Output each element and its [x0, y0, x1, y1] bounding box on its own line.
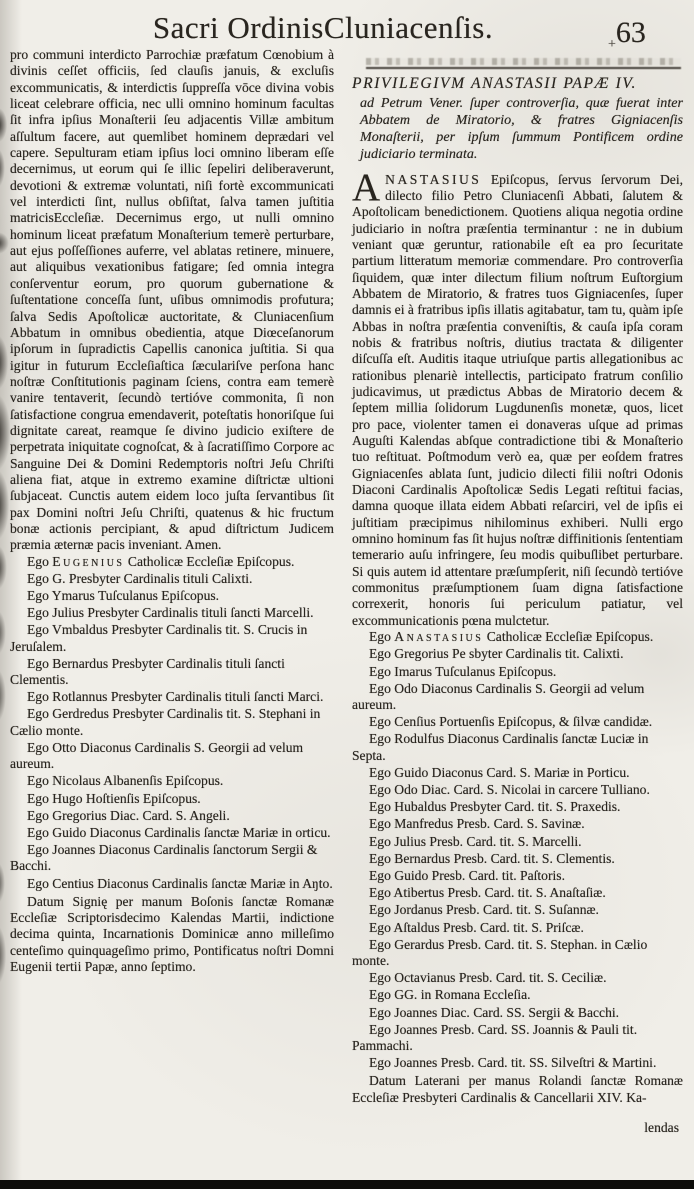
ink-blotch — [0, 925, 6, 985]
signature-text: Ego Rotlannus Presbyter Cardinalis tituli ſancti Marci. — [27, 689, 324, 705]
signature-entry — [10, 773, 334, 789]
signature-entry — [10, 622, 334, 654]
pope-name-caps: NASTASIUS — [385, 171, 482, 187]
signature-entry — [10, 706, 334, 738]
right-column — [352, 54, 683, 1136]
signature-name-caps: Anastasius — [394, 629, 484, 645]
ink-blotch — [0, 470, 9, 540]
signature-text: Ego Aſtaldus Presb. Card. tit. S. Priſcæ. — [369, 919, 584, 935]
left-column-paragraph: pro communi interdicto Parrochiæ præfatum Cœnobium à divinis ceſſet officiis, ſed clauſis januis, & excluſis excommunicatis, & interdictis ſuppreſſa vōce divina vobis liceat celebrare officia, nec ulli omnino hominum facultas ſit infra ipſius Monaſterii ſeu adjacentis Villæ ambitum aſſultum facere, aut quemlibet hominem deprædari vel capere. Sepulturam etiam ipſius loci omnino liberam eſſe decernimus, ut eorum qui ſe illic ſepeliri deliberaverunt, devotioni & extremæ voluntati, niſi fortè excommunicati vel interdicti ſint, nullus obſiſtat, ſalva tamen juſtitia matricisEccleſiæ. Decernimus ergo, ut nulli omnino hominum liceat præfatum Monaſterium temerè perturbare, aut ejus poſſeſſiones auferre, vel ablatas retinere, minuere, aut aliquibus vexationibus fatigare; ſed omnia integra conſerventur eorum, pro quorum gubernatione & ſuſtentatione conceſſa ſunt, uſibus omnimodis profutura; ſalva Sedis Apoſtolicæ auctoritate, & Cluniacenſium Abbatum in omnibus obedientia, atque Diœceſanorum ipſorum in ſupradictis Capellis canonica juſtitia. Si qua igitur in futurum Eccleſiaſtica ſæculariſve perſona hanc noſtræ Conſtitutionis paginam ſciens, contra eam temerè vanire tentaverit, ſecundò tertióve commonita, ſi non ſatisfactione congrua emendaverit, poteſtatis honoriſque ſui dignitate careat, reamque ſe divino judicio exiſtere de perpetrata iniquitate cognoſcat, & à ſacratiſſimo Corpore ac Sanguine Dei & Domini Redemptoris noſtri Jeſu Chriſti aliena fiat, atque in extremo examine diſtrictæ ultioni ſubjaceat. Cunctis autem eidem loco juſta ſervantibus ſit pax Domini noſtri Jeſu Chriſti, quatenus & hic fructum bonæ actionis percipiant, & apud diſtrictum Judicem præmia æternæ pacis inveniant. Amen. — [10, 47, 334, 553]
signature-entry — [352, 920, 683, 936]
signature-entry — [352, 834, 683, 850]
scan-bottom-edge — [0, 1180, 694, 1189]
right-signature-list — [352, 629, 683, 1071]
signature-text: Ego Gerdredus Presbyter Cardinalis tit. S. Stephani in Cælio monte. — [10, 706, 321, 738]
signature-entry — [352, 987, 683, 1003]
signature-text: Ego Centius Diaconus Cardinalis ſanctæ Mariæ in Aŋto. — [27, 875, 333, 891]
signature-entry — [10, 656, 334, 688]
left-column — [10, 47, 334, 989]
signature-entry — [10, 740, 334, 772]
signature-text: Ego Gerardus Presb. Card. tit. S. Stephan. in Cælio monte. — [352, 936, 648, 969]
signature-text: Ego GG. in Romana Eccleſia. — [369, 987, 531, 1003]
running-head-title: Sacri OrdinisCluniacenſis. — [152, 10, 494, 45]
signature-entry — [10, 791, 334, 807]
right-datum-paragraph: Datum Laterani per manus Rolandi ſanctæ Romanæ Eccleſiæ Presbyteri Cardinalis & Cancellarii XIV. Ka- — [352, 1073, 683, 1105]
left-signature-list — [10, 554, 334, 892]
signature-text: Ego Imarus Tuſculanus Epiſcopus. — [369, 663, 557, 679]
signature-entry — [352, 1055, 683, 1071]
signature-text: Ego Julius Presb. Card. tit. S. Marcelli. — [369, 833, 582, 849]
signature-entry — [352, 731, 683, 763]
privilege-heading: PRIVILEGIVM ANASTASII PAPÆ IV. — [352, 75, 638, 92]
signature-text: Ego Guido Diaconus Card. S. Mariæ in Porticu. — [369, 764, 630, 780]
signature-text: Ego Odo Diac. Card. S. Nicolai in carcere Tulliano. — [369, 781, 650, 797]
signature-text: Ego Guido Presb. Card. tit. Paſtoris. — [369, 868, 565, 883]
bleedthrough-rule-divider — [366, 54, 681, 69]
signature-text: Ego Nicolaus Albanenſis Epiſcopus. — [27, 773, 224, 789]
signature-text: Ego Hubaldus Presbyter Card. tit. S. Praxedis. — [369, 799, 621, 815]
signature-text: Ego Jordanus Presb. Card. tit. S. Suſannæ. — [369, 902, 599, 918]
signature-entry — [352, 629, 683, 645]
signature-text: Ego Otto Diaconus Cardinalis S. Georgii ad velum aureum. — [10, 739, 304, 772]
page-number-mark: + — [608, 37, 616, 52]
signature-text: Ego Octavianus Presb. Card. tit. S. Ceciliæ. — [369, 970, 607, 986]
catchword: lendas — [644, 1119, 679, 1135]
signature-entry — [352, 664, 683, 680]
signature-entry — [352, 885, 683, 901]
signature-text: Ego Guido Diaconus Cardinalis ſanctæ Mariæ in orticu. — [27, 824, 331, 840]
signature-entry — [10, 554, 334, 570]
ink-blotch — [0, 395, 10, 470]
signature-text: Ego Joannes Presb. Card. tit. SS. Silveſtri & Martini. — [369, 1055, 657, 1071]
signature-text: Ego G. Presbyter Cardinalis tituli Calixti. — [27, 570, 253, 586]
signature-entry — [352, 799, 683, 815]
ink-blotch — [0, 148, 5, 188]
signature-entry — [352, 970, 683, 986]
signature-text: Ego — [369, 629, 395, 645]
left-datum-paragraph: Datum Signię per manum Boſonis ſanctæ Romanæ Eccleſiæ Scriptorisdecimo Kalendas Martii, indictione decima quinta, Incarnationis Dominicæ anno milleſimo centeſimo quinquageſimo primo, Pontificatus noſtri Domni Eugenii tertii Papæ, anno ſeptimo. — [10, 893, 334, 975]
signature-entry — [352, 1005, 683, 1021]
signature-text: Ego Joannes Diaconus Cardinalis ſanctorum Sergii & Bacchi. — [10, 842, 318, 874]
ink-blotch — [0, 545, 7, 590]
signature-entry — [352, 868, 683, 884]
signature-entry — [352, 937, 683, 969]
signature-entry — [352, 765, 683, 781]
signature-text: Catholicæ Eccleſiæ Epiſcopus. — [124, 553, 295, 569]
signature-entry — [352, 646, 683, 662]
drop-cap-initial: A — [352, 165, 381, 209]
signature-entry — [352, 1022, 683, 1054]
signature-entry — [352, 681, 683, 713]
ink-blotch — [0, 335, 8, 390]
signature-text: Ego Atibertus Presb. Card. tit. S. Anaſtaſiæ. — [369, 885, 606, 901]
signature-text: Ego Gregorius Diac. Card. S. Angeli. — [27, 807, 230, 823]
signature-text: Ego — [27, 553, 53, 569]
signature-entry — [10, 808, 334, 824]
page-number-value: 63 — [615, 16, 646, 49]
signature-entry — [10, 876, 334, 892]
signature-entry — [10, 825, 334, 841]
signature-text: Ego Julius Presbyter Cardinalis tituli ſancti Marcelli. — [27, 605, 314, 621]
signature-text: Ego Bernardus Presbyter Cardinalis tituli ſancti Clementis. — [10, 655, 285, 688]
ink-blotch — [0, 610, 6, 655]
signature-entry — [352, 782, 683, 798]
signature-text: Ego Hugo Hoſtienſis Epiſcopus. — [27, 790, 201, 806]
signature-entry — [10, 842, 334, 874]
signature-entry — [352, 851, 683, 867]
signature-text: Ego Cenſius Portuenſis Epiſcopus, & ſilvæ candidæ. — [369, 714, 653, 730]
right-column-paragraph — [352, 165, 683, 630]
signature-text: Catholicæ Eccleſiæ Epiſcopus. — [483, 629, 654, 645]
signature-entry — [10, 689, 334, 705]
signature-text: Ego Gregorius Pe sbyter Cardinalis tit. Calixti. — [369, 646, 624, 662]
signature-text: Ego Rodulfus Diaconus Cardinalis ſanctæ Luciæ in Septa. — [352, 731, 649, 763]
privilege-argument: ad Petrum Vener. ſuper controverſia, quæ fuerat inter Abbatem de Miratorio, & fratres Gigniacenſis Monaſterii, per ipſum ſummum Pontificem ordine judiciario terminata. — [360, 95, 683, 162]
page-number — [608, 16, 646, 53]
signature-entry — [352, 816, 683, 832]
signature-name-caps: Eugenius — [52, 553, 125, 569]
ink-blotch — [0, 232, 9, 254]
signature-text: Ego Manfredus Presb. Card. S. Savinæ. — [369, 816, 585, 832]
ink-blotch — [0, 108, 7, 142]
signature-entry — [10, 571, 334, 587]
signature-entry — [10, 605, 334, 621]
signature-entry — [352, 714, 683, 730]
signature-text: Ego Bernardus Presb. Card. tit. S. Clementis. — [369, 850, 615, 866]
signature-text: Ego Vmbaldus Presbyter Cardinalis tit. S. Crucis in Jeruſalem. — [10, 622, 308, 654]
ink-blotch — [0, 668, 6, 723]
ink-blotch — [0, 862, 5, 904]
signature-text: Ego Joannes Diac. Card. SS. Sergii & Bacchi. — [369, 1004, 620, 1020]
signature-entry — [352, 902, 683, 918]
body-text-run: Epiſcopus, ſervus ſervorum Dei, dilecto filio Petro Cluniacenſi Abbati, ſalutem & Apoſtolicam benedictionem. Quotiens aliqua negotia ordine judiciario in noſtra præſentia terminantur : ne in dubium veniant quæ geruntur, rationabile eſt ea pro ſecuritate partium litteratum memoriæ commendare. Pro controverſia ſiquidem, quæ inter dilectum filium noſtrum Euſtorgium Abbatem de Miratorio, & fratres tuos Gigniacenſes, ſuper damnis ei à fratribus ipſis illatis agitabatur, tam tu, quàm ipſe Abbas in noſtra præſentia conveniſtis, & cauſa ipſa coram nobis & fratribus noſtris, diutius tractata & diligenter diſcuſſa eſt. Auditis itaque utriuſque partis allegationibus ac rationibus plenariè intellectis, participato fratrum conſilio judicavimus, ut prædictus Abbas de Miratorio decem & ſeptem millia ſolidorum Lugdunenſis monetæ, quos, licet pro pace, violenter tamen ei donaveras uſque ad primas Auguſti Kalendas abſque contradictione tibi & Monaſterio tuo reſtituat. Poſtmodum verò ea, quæ per eoſdem fratres Gigniacenſes ablata ſunt, judicio dilecti filii noſtri Odonis Diaconi Cardinalis Apoſtolicæ Sedis Legati reſtitui facias, damna quoque illata eidem Abbati reſarciri, vel de ipſis ei juſtitiam præcipimus nihilominus exhiberi. Nulli ergo omnino hominum fas ſit hujus noſtræ diffinitionis ſententiam temerario auſu infringere, ſeu modis quibuſlibet perturbare. Si quis autem id attentare præſumpſerit, niſi ſecundò tertióve commonitus præſumptionem ſuam digna ſatisfactione correxerit, honoris ſui periculum patiatur, vel excommunicationis pœna mulctetur. — [352, 171, 683, 628]
signature-text: Ego Joannes Presb. Card. SS. Joannis & Pauli tit. Pammachi. — [352, 1021, 638, 1054]
signature-text: Ego Odo Diaconus Cardinalis S. Georgii ad velum aureum. — [352, 680, 645, 712]
signature-entry — [10, 588, 334, 604]
signature-text: Ego Ymarus Tuſculanus Epiſcopus. — [27, 588, 220, 604]
